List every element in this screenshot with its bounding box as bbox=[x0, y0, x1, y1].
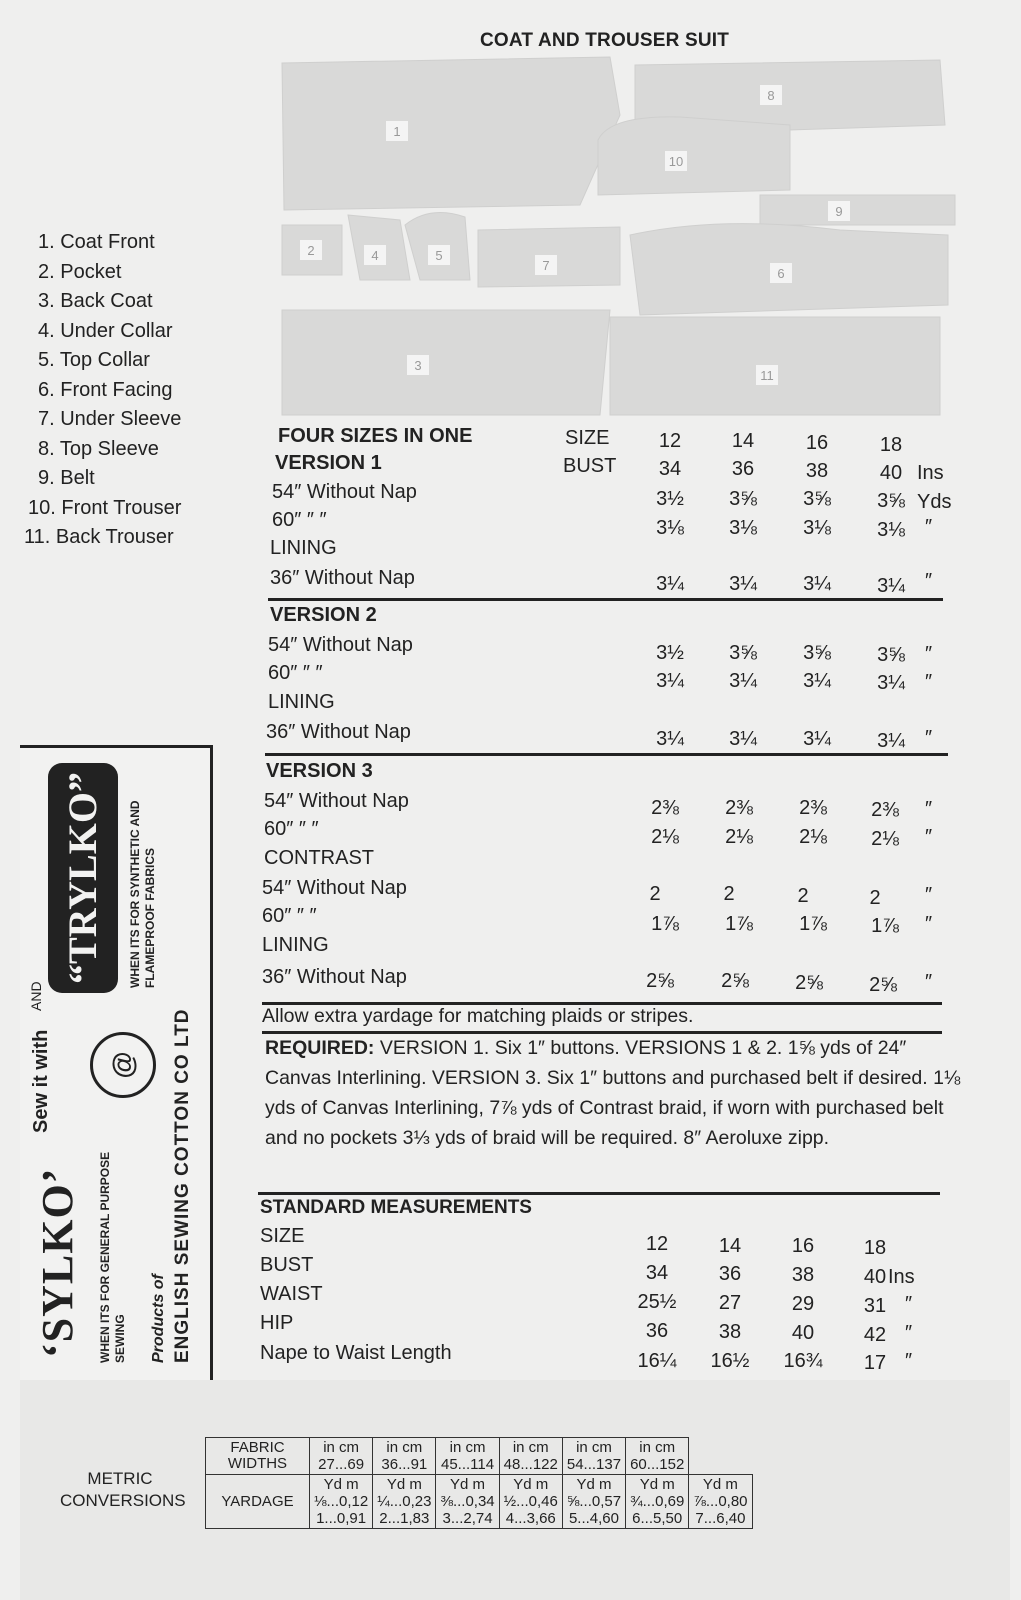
yardage-value: 2⅝ bbox=[721, 970, 749, 992]
yardage-value: 2 bbox=[723, 883, 735, 905]
spiral-logo-icon: @ bbox=[90, 1032, 156, 1098]
measure-value: 16¼ bbox=[637, 1350, 677, 1372]
yardage-value: 3¼ bbox=[803, 670, 831, 692]
measure-value: 31 bbox=[863, 1295, 887, 1317]
required-label: REQUIRED: bbox=[265, 1037, 375, 1059]
svg-text:4: 4 bbox=[371, 248, 379, 263]
svg-text:10: 10 bbox=[668, 154, 684, 169]
measure-value: 14 bbox=[718, 1235, 742, 1257]
yardage-value: 3½ bbox=[656, 488, 684, 510]
yardage-value: 3¼ bbox=[877, 575, 905, 597]
ditto-mark: ″ bbox=[905, 1322, 913, 1344]
measure-value: 17 bbox=[863, 1352, 887, 1374]
page-title: COAT AND TROUSER SUIT bbox=[480, 30, 730, 51]
ditto-mark: ″ bbox=[925, 913, 933, 935]
size-value: 14 bbox=[731, 430, 755, 452]
version-1-heading: VERSION 1 bbox=[275, 452, 382, 474]
required-text: VERSION 1. Six 1″ buttons. VERSIONS 1 & 2. 1⅝ yds of 24″ Canvas Interlining. VERSION 3. Six 1″ buttons and purchased belt if desired. 1⅛ yds of Canvas Interlining, 7⅞ yds of Contrast braid, if worn with purchased belt and no pockets 3⅓ yds of braid will be required. 8″ Aeroluxe zipp. bbox=[265, 1037, 961, 1149]
pattern-pieces-list bbox=[24, 228, 182, 553]
table-cell: in cm 48...122 bbox=[499, 1438, 562, 1475]
v2-36-label: 36″ Without Nap bbox=[266, 721, 411, 743]
bust-value: 34 bbox=[658, 458, 682, 480]
table-cell: Yd m ½...0,46 4...3,66 bbox=[499, 1475, 562, 1529]
yardage-value: 3¼ bbox=[877, 672, 905, 694]
yardage-value: 3⅛ bbox=[877, 519, 905, 541]
version-2-heading: VERSION 2 bbox=[270, 604, 377, 626]
trylko-subtitle: WHEN ITS FOR SYNTHETIC AND FLAMEPROOF FABRICS bbox=[128, 800, 157, 988]
divider bbox=[268, 598, 943, 601]
svg-text:5: 5 bbox=[435, 248, 443, 263]
yardage-value: 3⅛ bbox=[803, 517, 831, 539]
piece-front-trouser bbox=[598, 117, 790, 195]
table-cell: Yd m ¾...0,69 6...5,50 bbox=[626, 1475, 689, 1529]
requirements-paragraph bbox=[265, 1033, 965, 1153]
table-row bbox=[206, 1475, 753, 1529]
yardage-value: 2⅜ bbox=[725, 797, 753, 819]
std-hip-label: HIP bbox=[260, 1312, 294, 1334]
ditto-mark: ″ bbox=[925, 971, 933, 993]
yardage-value: 3¼ bbox=[729, 670, 757, 692]
ditto-mark: ″ bbox=[925, 570, 933, 592]
svg-text:3: 3 bbox=[414, 358, 422, 373]
bust-value: 40 bbox=[879, 462, 903, 484]
sew-it-with: Sew it with bbox=[30, 1029, 52, 1133]
svg-text:11: 11 bbox=[760, 368, 774, 383]
v1-60-label: 60″ ″ ″ bbox=[272, 509, 327, 531]
svg-text:2: 2 bbox=[307, 243, 315, 258]
yardage-value: 3¼ bbox=[729, 573, 757, 595]
yardage-value: 3¼ bbox=[656, 573, 684, 595]
v1-lining-label: LINING bbox=[270, 537, 337, 559]
bust-value: 36 bbox=[731, 458, 755, 480]
table-cell: Yd m ⅞...0,80 7...6,40 bbox=[689, 1475, 752, 1529]
ins-unit: Ins bbox=[888, 1266, 915, 1288]
yardage-value: 3¼ bbox=[803, 573, 831, 595]
table-cell: in cm 36...91 bbox=[373, 1438, 436, 1475]
table-cell: in cm 54...137 bbox=[562, 1438, 625, 1475]
v3-contrast-label: CONTRAST bbox=[264, 847, 374, 869]
ditto-mark: ″ bbox=[925, 884, 933, 906]
yardage-value: 2 bbox=[649, 883, 661, 905]
std-bust-label: BUST bbox=[260, 1254, 314, 1276]
products-of: Products of bbox=[150, 1274, 167, 1363]
yardage-value: 2⅝ bbox=[869, 974, 897, 996]
piece-item: 9. Belt bbox=[38, 467, 95, 489]
yardage-value: 3⅝ bbox=[729, 642, 757, 664]
measure-value: 16 bbox=[791, 1235, 815, 1257]
version-3-heading: VERSION 3 bbox=[266, 760, 373, 782]
yardage-value: 3⅛ bbox=[729, 517, 757, 539]
table-cell bbox=[689, 1438, 752, 1475]
ditto-mark: ″ bbox=[925, 643, 933, 665]
v1-36-label: 36″ Without Nap bbox=[270, 567, 415, 589]
ins-unit: Ins bbox=[917, 462, 944, 484]
size-label: SIZE bbox=[565, 427, 610, 449]
measure-value: 38 bbox=[718, 1321, 742, 1343]
measure-value: 27 bbox=[718, 1292, 742, 1314]
ditto-mark: ″ bbox=[905, 1350, 913, 1372]
svg-text:9: 9 bbox=[835, 204, 843, 219]
measure-value: 12 bbox=[645, 1233, 669, 1255]
table-cell: in cm 60...152 bbox=[626, 1438, 689, 1475]
measure-value: 42 bbox=[863, 1324, 887, 1346]
piece-item: 10. Front Trouser bbox=[28, 496, 182, 519]
yardage-value: 1⅞ bbox=[799, 913, 827, 935]
ditto-mark: ″ bbox=[925, 727, 933, 749]
yardage-value: 2⅜ bbox=[799, 797, 827, 819]
std-waist-label: WAIST bbox=[260, 1283, 323, 1305]
measure-value: 36 bbox=[645, 1320, 669, 1342]
sylko-subtitle: WHEN ITS FOR GENERAL PURPOSE SEWING bbox=[98, 1151, 127, 1363]
measure-value: 25½ bbox=[637, 1291, 677, 1313]
standard-measurements-heading: STANDARD MEASUREMENTS bbox=[260, 1197, 532, 1218]
bust-label: BUST bbox=[563, 455, 617, 477]
ditto-mark: ″ bbox=[925, 826, 933, 848]
metric-conversions-label: METRIC CONVERSIONS bbox=[60, 1469, 186, 1510]
divider bbox=[258, 1192, 940, 1195]
piece-item: 8. Top Sleeve bbox=[38, 437, 159, 460]
measure-value: 36 bbox=[718, 1263, 742, 1285]
v2-60-label: 60″ ″ ″ bbox=[268, 662, 323, 684]
yardage-value: 3¼ bbox=[656, 670, 684, 692]
table-cell: Yd m ¼...0,23 2...1,83 bbox=[373, 1475, 436, 1529]
measure-value: 29 bbox=[791, 1293, 815, 1315]
measure-value: 34 bbox=[645, 1262, 669, 1284]
pattern-layout-diagram bbox=[280, 55, 970, 425]
yardage-value: 3⅝ bbox=[877, 490, 905, 512]
piece-item: 6. Front Facing bbox=[38, 378, 173, 401]
table-cell: Yd m ⅛...0,12 1...0,91 bbox=[310, 1475, 373, 1529]
yardage-value: 3⅛ bbox=[656, 517, 684, 539]
v3-36-label: 36″ Without Nap bbox=[262, 966, 407, 988]
v3-lining-label: LINING bbox=[262, 934, 329, 956]
four-sizes-heading: FOUR SIZES IN ONE bbox=[278, 425, 473, 447]
divider bbox=[265, 753, 948, 756]
measure-value: 16½ bbox=[710, 1350, 750, 1372]
yardage-value: 2⅛ bbox=[799, 826, 827, 848]
std-size-label: SIZE bbox=[260, 1225, 305, 1247]
yardage-value: 2⅛ bbox=[651, 826, 679, 848]
v3-54-label: 54″ Without Nap bbox=[264, 790, 409, 812]
ditto-mark: ″ bbox=[925, 671, 933, 693]
metric-conversion-table bbox=[205, 1437, 753, 1529]
piece-item: 2. Pocket bbox=[38, 260, 122, 283]
v2-54-label: 54″ Without Nap bbox=[268, 634, 413, 656]
measure-value: 16¾ bbox=[783, 1350, 823, 1372]
fabric-widths-header: FABRIC WIDTHS bbox=[206, 1438, 310, 1475]
measure-value: 38 bbox=[791, 1264, 815, 1286]
yardage-value: 2⅜ bbox=[651, 797, 679, 819]
bust-value: 38 bbox=[805, 460, 829, 482]
sylko-trylko-advert bbox=[20, 745, 213, 1386]
yardage-value: 3¼ bbox=[656, 728, 684, 750]
yardage-value: 2⅛ bbox=[725, 826, 753, 848]
yds-unit: Yds bbox=[917, 491, 952, 513]
measure-value: 40 bbox=[863, 1266, 887, 1288]
v3-60-label: 60″ ″ ″ bbox=[264, 818, 319, 840]
size-value: 12 bbox=[658, 430, 682, 452]
table-cell: Yd m ⅝...0,57 5...4,60 bbox=[562, 1475, 625, 1529]
yardage-value: 3⅝ bbox=[803, 642, 831, 664]
table-row bbox=[206, 1438, 753, 1475]
v3-contrast-60-label: 60″ ″ ″ bbox=[262, 905, 317, 927]
yardage-value: 2⅝ bbox=[795, 972, 823, 994]
yardage-value: 2⅝ bbox=[646, 970, 674, 992]
yardage-value: 2⅜ bbox=[871, 799, 899, 821]
yardage-value: 2 bbox=[869, 887, 881, 909]
ditto-mark: ″ bbox=[905, 1293, 913, 1315]
yardage-value: 3½ bbox=[656, 642, 684, 664]
trylko-logo: “TRYLKO” bbox=[48, 763, 118, 993]
yardage-value: 2⅛ bbox=[871, 828, 899, 850]
v1-54-label: 54″ Without Nap bbox=[272, 481, 417, 503]
piece-back-coat bbox=[282, 310, 610, 415]
table-cell: in cm 45...114 bbox=[436, 1438, 499, 1475]
yardage-value: 3⅝ bbox=[729, 488, 757, 510]
v3-contrast-54-label: 54″ Without Nap bbox=[262, 877, 407, 899]
yardage-value: 3⅝ bbox=[877, 644, 905, 666]
table-cell: Yd m ⅜...0,34 3...2,74 bbox=[436, 1475, 499, 1529]
yardage-value: 2 bbox=[797, 885, 809, 907]
sylko-brand: ‘SYLKO’ bbox=[33, 1167, 82, 1358]
std-nape-label: Nape to Waist Length bbox=[260, 1342, 452, 1364]
piece-item: 4. Under Collar bbox=[38, 319, 173, 342]
size-value: 18 bbox=[879, 434, 903, 456]
yardage-value: 3¼ bbox=[729, 728, 757, 750]
svg-text:7: 7 bbox=[542, 258, 550, 273]
company-name: ENGLISH SEWING COTTON CO LTD bbox=[172, 1008, 193, 1363]
yardage-value: 1⅞ bbox=[871, 915, 899, 937]
yardage-value: 3¼ bbox=[877, 730, 905, 752]
svg-text:8: 8 bbox=[767, 88, 775, 103]
piece-item: 7. Under Sleeve bbox=[38, 408, 182, 430]
yardage-value: 3¼ bbox=[803, 728, 831, 750]
svg-text:6: 6 bbox=[777, 266, 785, 281]
and-text: AND bbox=[28, 981, 44, 1011]
piece-coat-front bbox=[282, 57, 620, 210]
piece-belt bbox=[760, 195, 955, 225]
piece-item: 5. Top Collar bbox=[38, 349, 150, 371]
allow-extra-note: Allow extra yardage for matching plaids or stripes. bbox=[262, 1005, 694, 1027]
measure-value: 40 bbox=[791, 1322, 815, 1344]
piece-item: 3. Back Coat bbox=[38, 290, 153, 312]
size-value: 16 bbox=[805, 432, 829, 454]
ditto-mark: ″ bbox=[925, 798, 933, 820]
yardage-value: 1⅞ bbox=[725, 913, 753, 935]
table-cell: in cm 27...69 bbox=[310, 1438, 373, 1475]
measure-value: 18 bbox=[863, 1237, 887, 1259]
diagram-number: 1 bbox=[393, 124, 401, 139]
v2-lining-label: LINING bbox=[268, 691, 335, 713]
piece-item: 1. Coat Front bbox=[38, 231, 155, 253]
yardage-header: YARDAGE bbox=[206, 1475, 310, 1529]
yardage-value: 3⅝ bbox=[803, 488, 831, 510]
ditto-mark: ″ bbox=[925, 516, 933, 538]
piece-item: 11. Back Trouser bbox=[24, 526, 174, 548]
yardage-value: 1⅞ bbox=[651, 913, 679, 935]
